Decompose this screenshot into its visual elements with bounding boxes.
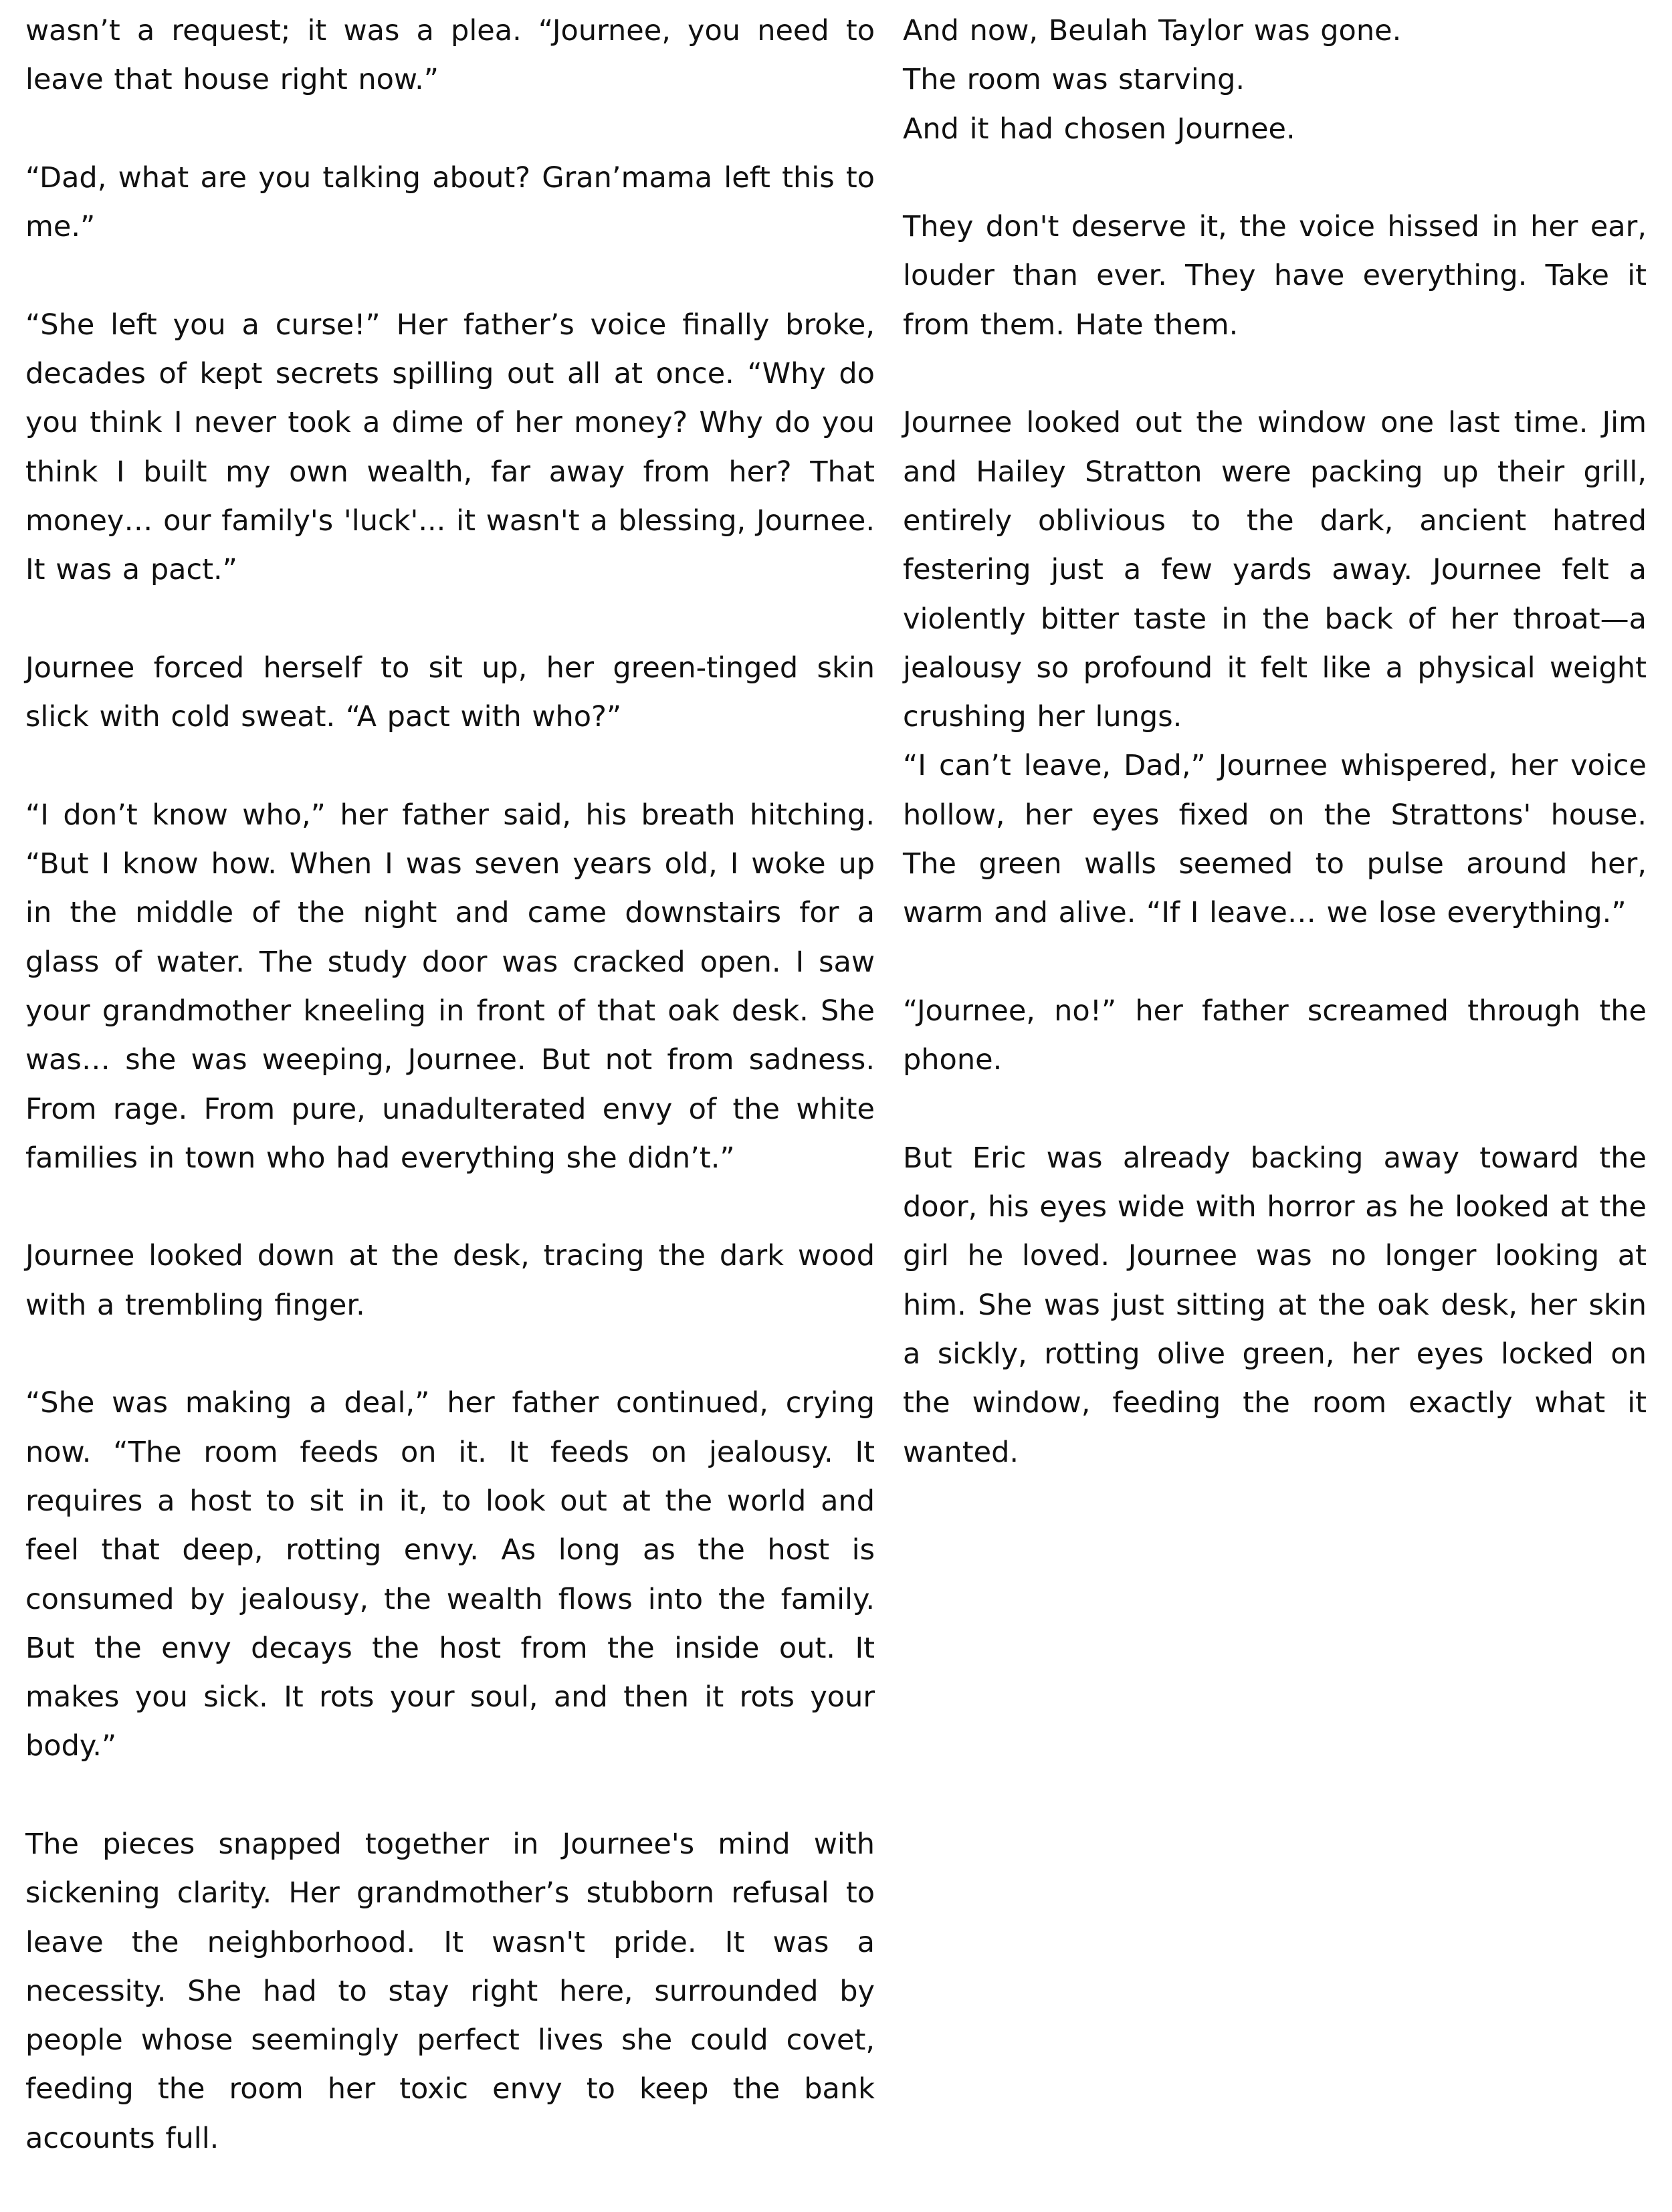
line: And now, Beulah Taylor was gone.: [903, 14, 1402, 47]
line: The room was starving.: [903, 63, 1245, 97]
line: And it had chosen Journee.: [903, 112, 1295, 146]
paragraph: “Dad, what are you talking about? Gran’mama left this to me.”: [25, 160, 875, 244]
paragraph: “She left you a curse!” Her father’s voice finally broke, decades of kept secrets spilling out all at once. “Why do you think I never took a dime of her money? Why do you think I built my own wealth, far away from her? That money… our family's 'luck'... it wasn't a blessing, Journee. It was a pact.”: [25, 308, 875, 587]
paragraph: “I can’t leave, Dad,” Journee whispered, her voice hollow, her eyes fixed on the Strattons' house. The green walls seemed to pulse around her, warm and alive. “If I leave… we lose everything.”: [903, 749, 1647, 930]
paragraph: “Journee, no!” her father screamed through the phone.: [903, 994, 1647, 1077]
paragraph: Journee looked out the window one last time. Jim and Hailey Stratton were packing up their grill, entirely oblivious to the dark, ancient hatred festering just a few yards away. Journee felt a violently bitter taste in the back of her throat—a jealousy so profound it felt like a physical weight crushing her lungs.: [903, 406, 1647, 734]
paragraph: “She was making a deal,” her father continued, crying now. “The room feeds on it. It feeds on jealousy. It requires a host to sit in it, to look out at the world and feel that deep, rotting envy. As long as the host is consumed by jealousy, the wealth flows into the family. But the envy decays the host from the inside out. It makes you sick. It rots your soul, and then it rots your body.”: [25, 1386, 875, 1763]
paragraph: The pieces snapped together in Journee's mind with sickening clarity. Her grandmother’s stubborn refusal to leave the neighborhood. It wasn't pride. It was a necessity. She had to stay right here, surrounded by people whose seemingly perfect lives she could covet, feeding the room her toxic envy to keep the bank accounts full.: [25, 1827, 875, 2155]
paragraph: Journee looked down at the desk, tracing the dark wood with a trembling finger.: [25, 1239, 875, 1322]
paragraph: But Eric was already backing away toward the door, his eyes wide with horror as he looked at the girl he loved. Journee was no longer looking at him. She was just sitting at the oak desk, her skin a sickly, rotting olive green, her eyes locked on the window, feeding the room exactly what it wanted.: [903, 1141, 1647, 1469]
paragraph: “I don’t know who,” her father said, his breath hitching. “But I know how. When I was seven years old, I woke up in the middle of the night and came downstairs for a glass of water. The study door was cracked open. I saw your grandmother kneeling in front of that oak desk. She was… she was weeping, Journee. But not from sadness. From rage. From pure, unadulterated envy of the white families in town who had everything she didn’t.”: [25, 798, 875, 1175]
right-column: [903, 7, 1647, 1526]
left-column: [25, 7, 875, 2212]
paragraph: Journee forced herself to sit up, her green-tinged skin slick with cold sweat. “A pact with who?”: [25, 651, 875, 734]
paragraph: They don't deserve it, the voice hissed in her ear, louder than ever. They have everything. Take it from them. Hate them.: [903, 210, 1647, 342]
paragraph: wasn’t a request; it was a plea. “Journee, you need to leave that house right now.”: [25, 14, 875, 97]
